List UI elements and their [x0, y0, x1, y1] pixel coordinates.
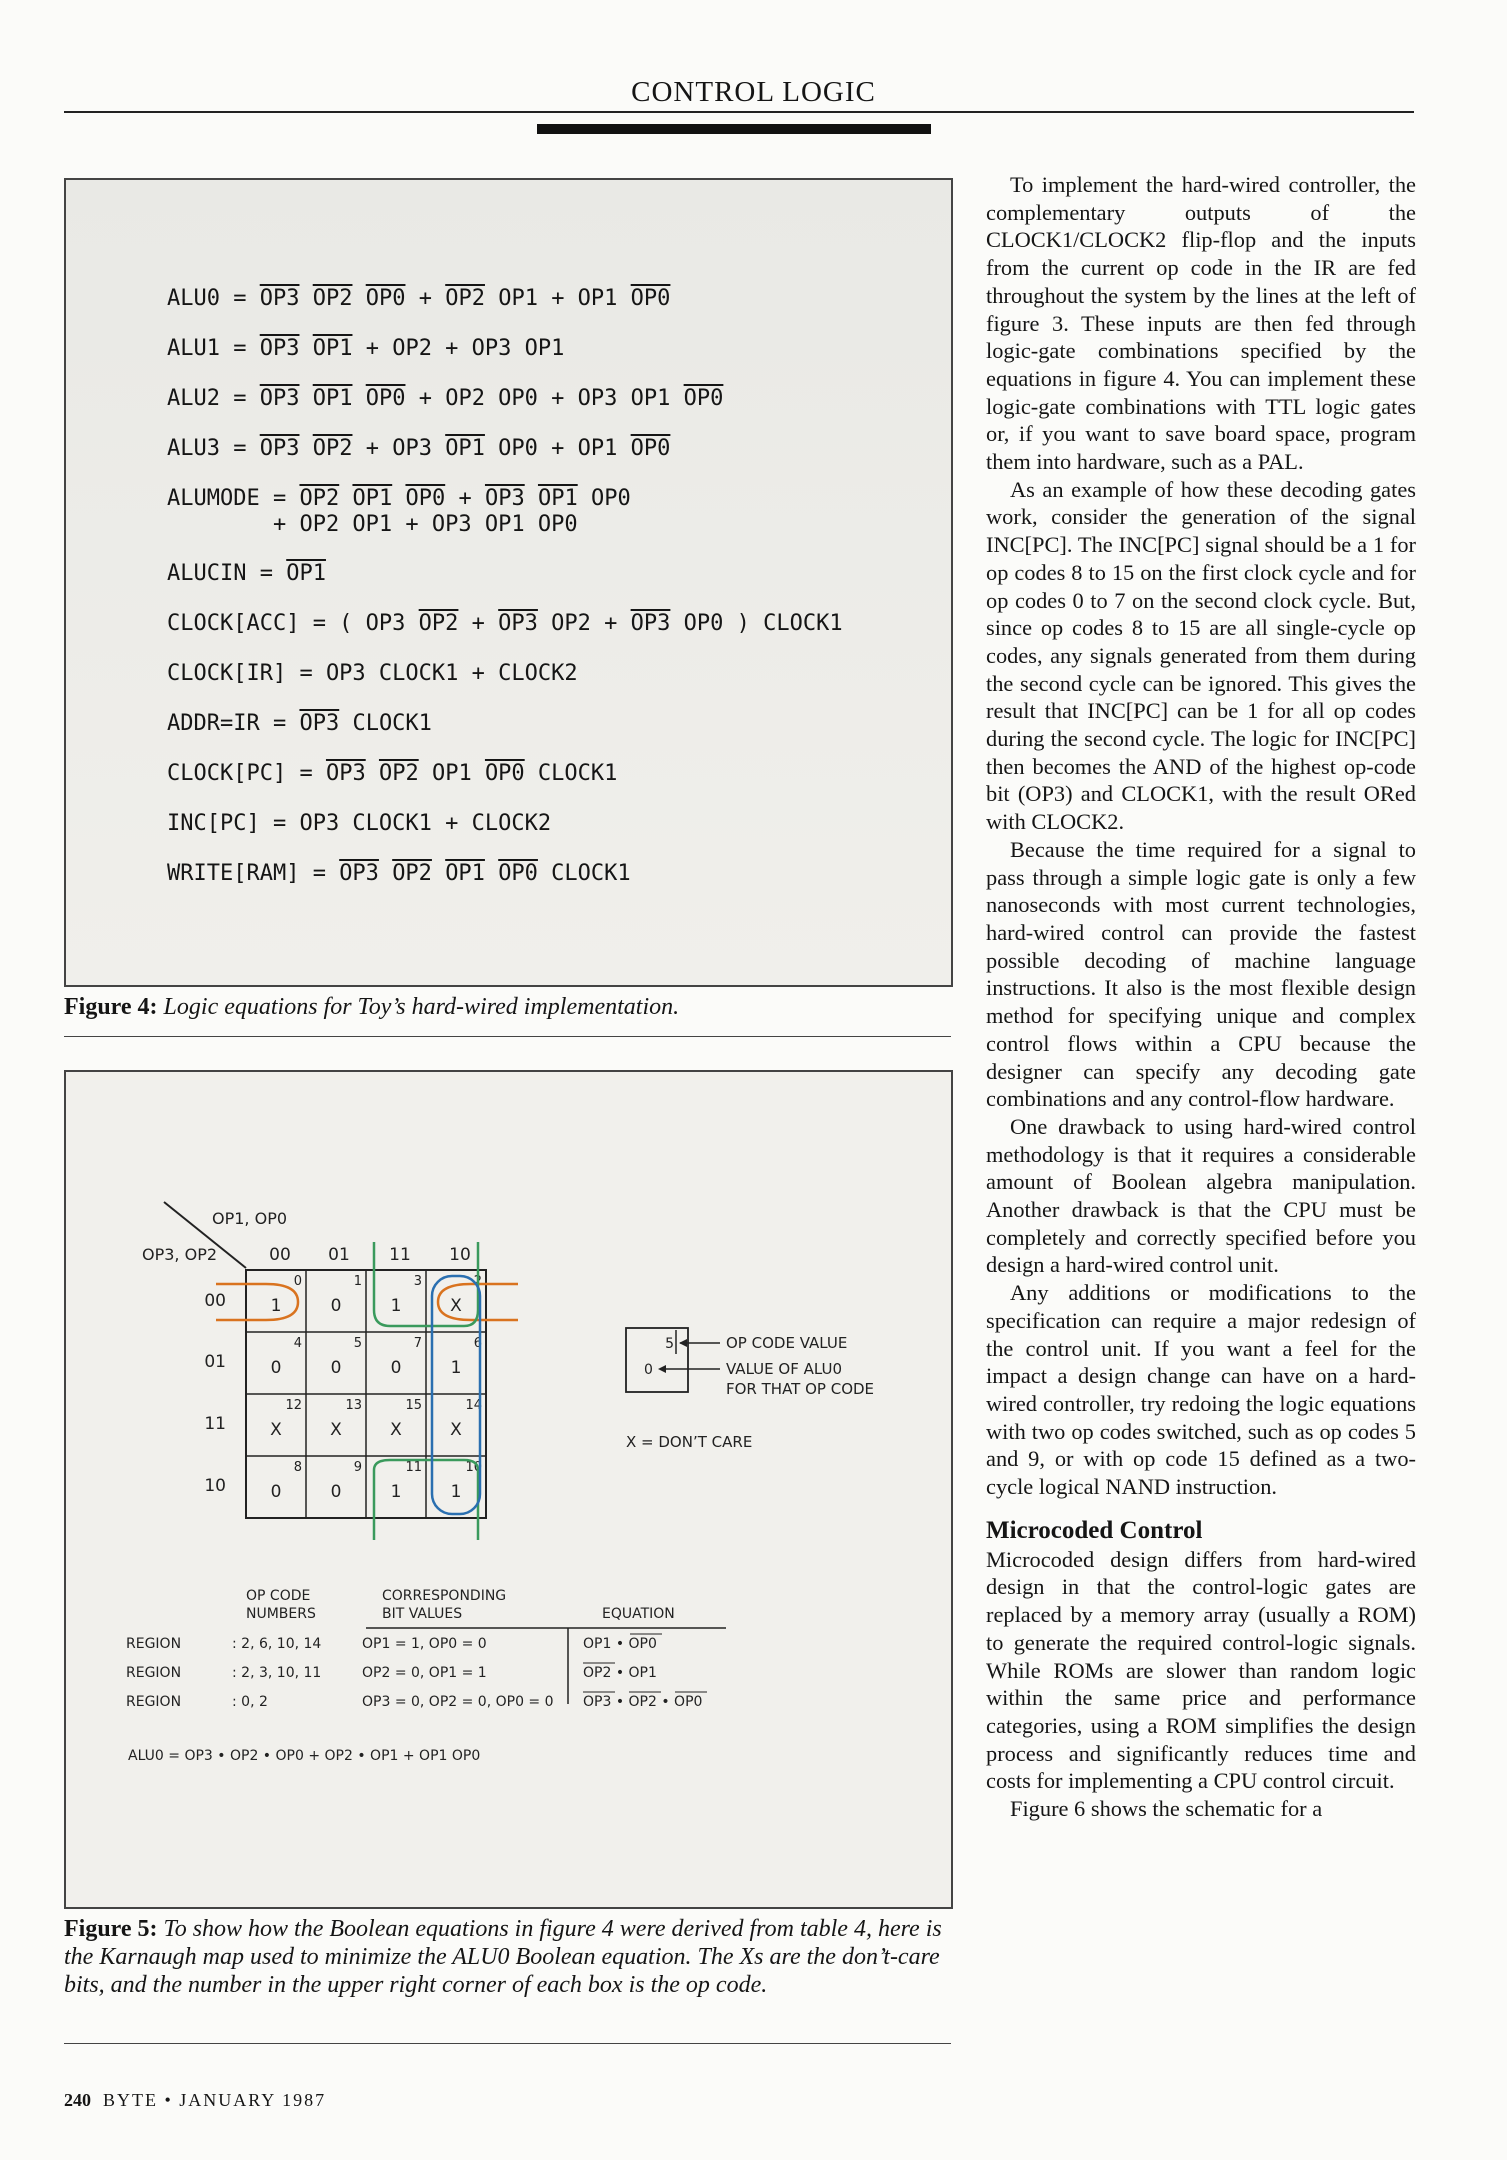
table-ops: : 2, 6, 10, 14 — [232, 1636, 322, 1652]
kmap-col-header: 00 — [269, 1245, 291, 1265]
header-bar — [537, 124, 931, 134]
alu0-final-equation: ALU0 = OP3 • OP2 • OP0 + OP2 • OP1 + OP1 OP0 — [128, 1748, 481, 1764]
kmap-value: 0 — [330, 1296, 342, 1316]
kmap-value: 0 — [330, 1482, 342, 1502]
table-ops: : 0, 2 — [232, 1694, 268, 1710]
kmap-opcode: 14 — [465, 1398, 482, 1413]
section-heading: Microcoded Control — [986, 1516, 1203, 1544]
dont-care-note: X = DON’T CARE — [626, 1433, 753, 1451]
kmap-value: X — [450, 1296, 462, 1316]
legend-box — [626, 1328, 688, 1392]
paragraph: One drawback to using hard-wired control methodology is that it requires a considerable amount of Boolean algebra manipulation. Another drawback is that the CPU must be completely and correctly specified before you design a hard-wired control unit. — [986, 1113, 1416, 1278]
figure-5-caption: Figure 5: To show how the Boolean equations in figure 4 were derived from table 4, here is the Karnaugh map used to minimize the ALU0 Boolean equation. The Xs are the don’t-care bits, and the number in the upper right corner of each box is the op code. — [64, 1916, 942, 1998]
kmap-opcode: 15 — [405, 1398, 422, 1413]
kmap-opcode: 5 — [353, 1336, 362, 1351]
table-bits: OP1 = 1, OP0 = 0 — [362, 1636, 487, 1652]
kmap-value: 0 — [270, 1358, 282, 1378]
equation-alu0: ALU0 = OP3 OP2 OP0 + OP2 OP1 + OP1 OP0 — [167, 286, 671, 311]
kmap-row-var: OP3, OP2 — [142, 1245, 218, 1264]
kmap-opcode: 8 — [293, 1460, 302, 1475]
kmap-opcode: 6 — [473, 1336, 482, 1351]
svg-text:BIT VALUES: BIT VALUES — [382, 1606, 463, 1622]
table-region: REGION — [126, 1636, 182, 1652]
svg-text:NUMBERS: NUMBERS — [246, 1606, 316, 1622]
equation-alu3: ALU3 = OP3 OP2 + OP3 OP1 OP0 + OP1 OP0 — [167, 436, 671, 461]
header-rule — [64, 111, 1414, 113]
kmap-value: 1 — [450, 1358, 462, 1378]
legend-val-label: VALUE OF ALU0 — [726, 1360, 842, 1378]
kmap-opcode: 1 — [353, 1274, 362, 1289]
kmap-opcode: 12 — [285, 1398, 302, 1413]
table-ops: : 2, 3, 10, 11 — [232, 1665, 322, 1681]
svg-text:0: 0 — [644, 1362, 653, 1378]
kmap-col-header: 10 — [449, 1245, 471, 1265]
karnaugh-map-diagram — [66, 1072, 951, 1907]
kmap-row-header: 11 — [204, 1414, 226, 1434]
kmap-opcode: 2 — [473, 1274, 482, 1289]
table-bits: OP2 = 0, OP1 = 1 — [362, 1665, 487, 1681]
kmap-value: X — [270, 1420, 282, 1440]
kmap-value: 0 — [270, 1482, 282, 1502]
kmap-value: 0 — [390, 1358, 402, 1378]
table-eq: OP1 • OP0 — [583, 1636, 657, 1652]
body-column — [986, 171, 1416, 1823]
kmap-value: 1 — [450, 1482, 462, 1502]
svg-text:5: 5 — [665, 1336, 674, 1352]
kmap-value: 0 — [330, 1358, 342, 1378]
equation-alumode-cont: + OP2 OP1 + OP3 OP1 OP0 — [167, 512, 578, 537]
equation-clock-acc: CLOCK[ACC] = ( OP3 OP2 + OP3 OP2 + OP3 OP0 ) CLOCK1 — [167, 611, 843, 636]
kmap-opcode: 9 — [353, 1460, 362, 1475]
paragraph: Because the time required for a signal to pass through a simple logic gate is only a few nanoseconds with most current technologies, hard-wired control can provide the fastest possible decoding of machine language instructions. It also is the most flexible design method for specifying unique and complex control flows within a CPU because the designer can specify any decoding gate combinations and any control-flow hardware. — [986, 836, 1416, 1112]
paragraph: To implement the hard-wired controller, the complementary outputs of the CLOCK1/CLOCK2 flip-flop and the inputs from the current op code in the IR are fed throughout the system by the lines at the left of figure 3. These inputs are then fed through logic-gate combinations specified by the equations in figure 4. You can implement these logic-gate combinations with TTL logic gates or, if you want to save board space, program them into hardware, such as a PAL. — [986, 172, 1416, 475]
kmap-opcode: 4 — [293, 1336, 302, 1351]
equation-alu1: ALU1 = OP3 OP1 + OP2 + OP3 OP1 — [167, 336, 565, 361]
kmap-row-header: 00 — [204, 1291, 226, 1311]
kmap-opcode: 10 — [465, 1460, 482, 1475]
equation-alucin: ALUCIN = OP1 — [167, 561, 326, 586]
kmap-value: X — [330, 1420, 342, 1440]
kmap-value: X — [390, 1420, 402, 1440]
paragraph: Microcoded design differs from hard-wired design in that the control-logic gates are replaced by a memory array (usually a ROM) to generate the required control-logic signals. While ROMs are slower than random logic within the same price and performance categories, using a ROM simplifies the design process and significantly reduces time and costs for implementing a CPU control circuit. — [986, 1546, 1416, 1794]
region-orange-left — [216, 1284, 298, 1320]
kmap-value: 1 — [390, 1482, 402, 1502]
kmap-col-header: 11 — [389, 1245, 411, 1265]
svg-text:OP CODE: OP CODE — [246, 1588, 311, 1604]
equation-addr-ir: ADDR=IR = OP3 CLOCK1 — [167, 711, 432, 736]
kmap-value: 1 — [390, 1296, 402, 1316]
legend-val-label-2: FOR THAT OP CODE — [726, 1380, 875, 1398]
kmap-opcode: 7 — [413, 1336, 422, 1351]
equation-write-ram: WRITE[RAM] = OP3 OP2 OP1 OP0 CLOCK1 — [167, 861, 631, 886]
caption-rule — [64, 1036, 951, 1037]
kmap-value: 1 — [270, 1296, 282, 1316]
equation-alu2: ALU2 = OP3 OP1 OP0 + OP2 OP0 + OP3 OP1 OP0 — [167, 386, 724, 411]
kmap-value: X — [450, 1420, 462, 1440]
kmap-col-var: OP1, OP0 — [212, 1209, 288, 1228]
table-region: REGION — [126, 1694, 182, 1710]
table-eq: OP3 • OP2 • OP0 — [583, 1694, 703, 1710]
equation-clock-ir: CLOCK[IR] = OP3 CLOCK1 + CLOCK2 — [167, 661, 578, 686]
figure-4-caption: Figure 4: Logic equations for Toy’s hard-wired implementation. — [64, 994, 680, 1020]
kmap-opcode: 0 — [293, 1274, 302, 1289]
table-bits: OP3 = 0, OP2 = 0, OP0 = 0 — [362, 1694, 554, 1710]
kmap-col-header: 01 — [328, 1245, 350, 1265]
table-region: REGION — [126, 1665, 182, 1681]
equation-alumode: ALUMODE = OP2 OP1 OP0 + OP3 OP1 OP0 — [167, 486, 631, 511]
running-header: CONTROL LOGIC — [631, 76, 876, 108]
figure-4-box — [64, 178, 953, 987]
figure-5-box — [64, 1070, 953, 1909]
caption-rule — [64, 2043, 951, 2044]
page-footer — [64, 2090, 326, 2111]
paragraph: As an example of how these decoding gates work, consider the generation of the signal INC[PC]. The INC[PC] signal should be a 1 for op codes 8 to 15 on the first clock cycle and for op codes 0 to 7 on the second clock cycle. But, since op codes 8 to 15 are all single-cycle op codes, any signals generated from them during the second cycle can be ignored. This gives the result that INC[PC] can be 1 for all op codes during the second cycle. The logic for INC[PC] then becomes the AND of the highest op-code bit (OP3) and CLOCK1, with the result ORed with CLOCK2. — [986, 476, 1416, 835]
kmap-row-header: 10 — [204, 1476, 226, 1496]
equation-clock-pc: CLOCK[PC] = OP3 OP2 OP1 OP0 CLOCK1 — [167, 761, 618, 786]
kmap-opcode: 13 — [345, 1398, 362, 1413]
paragraph: Any additions or modifications to the specification can require a major redesign of the control unit. If you want a feel for the impact a design change can have on a hard-wired controller, try redoing the logic equations with two op codes switched, such as op codes 5 and 9, or with op code 15 defined as a two-cycle logical NAND instruction. — [986, 1280, 1416, 1500]
kmap-opcode: 11 — [405, 1460, 422, 1475]
page-number: 240 — [64, 2090, 91, 2110]
kmap-opcode: 3 — [413, 1274, 422, 1289]
kmap-row-header: 01 — [204, 1352, 226, 1372]
svg-text:CORRESPONDING: CORRESPONDING — [382, 1588, 507, 1604]
table-eq: OP2 • OP1 — [583, 1665, 657, 1681]
equation-inc-pc: INC[PC] = OP3 CLOCK1 + CLOCK2 — [167, 811, 552, 836]
legend-op-label: OP CODE VALUE — [726, 1334, 848, 1352]
paragraph: Figure 6 shows the schematic for a — [1010, 1796, 1323, 1822]
svg-text:EQUATION: EQUATION — [602, 1606, 675, 1622]
magazine-issue: BYTE • JANUARY 1987 — [103, 2090, 327, 2110]
